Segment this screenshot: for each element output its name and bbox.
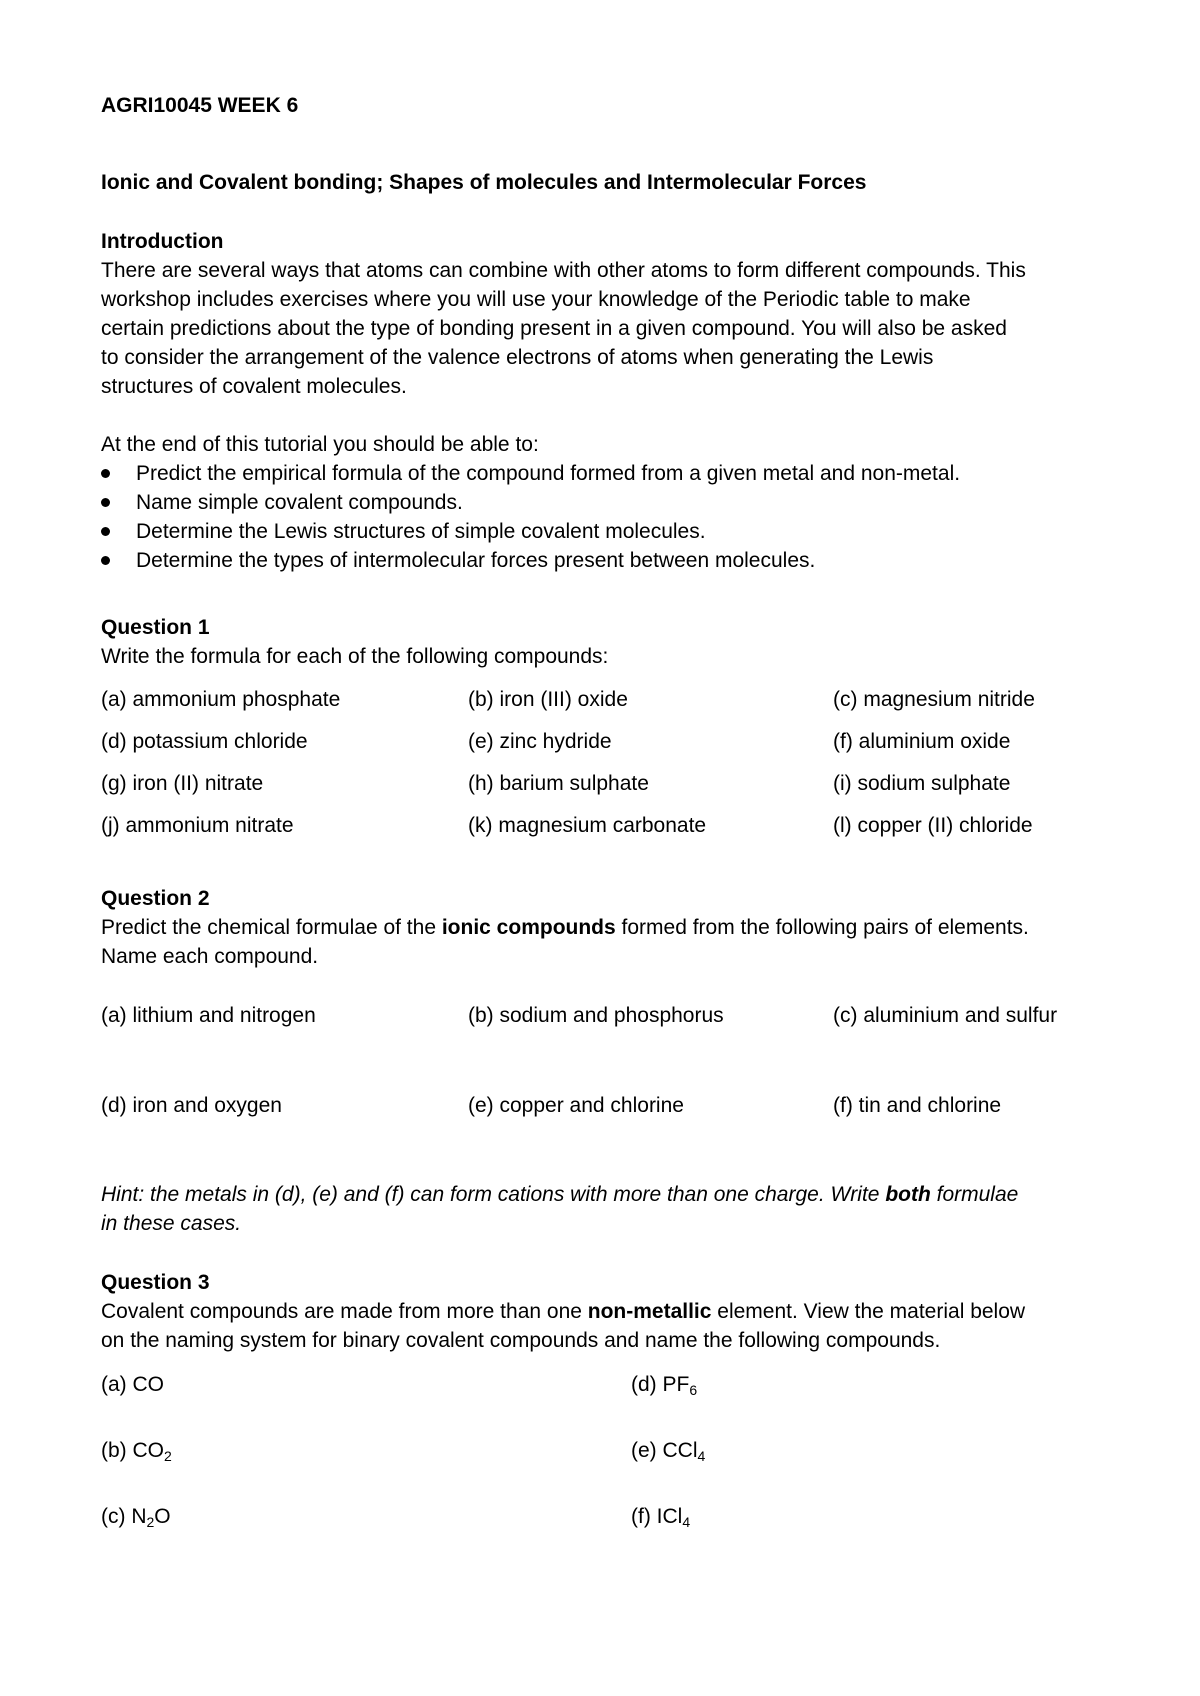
intro-line: structures of covalent molecules. <box>101 375 407 398</box>
introduction-section <box>101 227 1101 575</box>
objective-item: Determine the Lewis structures of simple covalent molecules. <box>101 517 1101 546</box>
question-2-hint-line-2: in these cases. <box>101 1212 242 1235</box>
q1-item: (i) sodium sulphate <box>833 772 1011 795</box>
question-3-prompt: Covalent compounds are made from more than one non-metallic element. View the material below <box>101 1300 1026 1323</box>
question-2-prompt-line-2: Name each compound. <box>101 945 319 968</box>
q2-item: (b) sodium and phosphorus <box>468 1004 724 1027</box>
question-3-row <box>101 1502 1101 1531</box>
question-1-row <box>101 811 1101 840</box>
emphasis-both: both <box>885 1183 931 1206</box>
q1-item: (c) magnesium nitride <box>833 688 1035 711</box>
q1-item: (f) aluminium oxide <box>833 730 1011 753</box>
bullet-icon <box>101 527 110 536</box>
intro-line: There are several ways that atoms can combine with other atoms to form different compounds. This <box>101 259 1026 282</box>
q1-item: (e) zinc hydride <box>468 730 612 753</box>
bullet-icon <box>101 469 110 478</box>
q1-item: (b) iron (III) oxide <box>468 688 628 711</box>
q1-item: (l) copper (II) chloride <box>833 814 1033 837</box>
q3-item-b: (b) $CO_2$ <box>101 1439 172 1464</box>
question-1-heading: Question 1 <box>101 616 210 639</box>
course-heading: AGRI10045 WEEK 6 <box>101 94 299 117</box>
q3-item-e: (e) CCl$_4$ <box>631 1439 706 1464</box>
objectives-list <box>101 459 1101 575</box>
objectives-lead: At the end of this tutorial you should be able to: <box>101 433 539 456</box>
question-1-row <box>101 727 1101 756</box>
intro-heading: Introduction <box>101 230 224 253</box>
question-2-row <box>101 1091 1101 1120</box>
q3-item-a: (a) CO <box>101 1373 164 1396</box>
q1-item: (g) iron (II) nitrate <box>101 772 264 795</box>
q2-item: (f) tin and chlorine <box>833 1094 1002 1117</box>
q2-item: (c) aluminium and sulfur <box>833 1004 1058 1027</box>
question-2-prompt: Predict the chemical formulae of the ionic compounds formed from the following pairs of elements. <box>101 916 1029 939</box>
q1-item: (h) barium sulphate <box>468 772 649 795</box>
q1-item: (j) ammonium nitrate <box>101 814 294 837</box>
objective-item: Predict the empirical formula of the compound formed from a given metal and non-metal. <box>101 459 1101 488</box>
q3-item-c: (c) $N_2O$ <box>101 1505 171 1530</box>
q1-item: (k) magnesium carbonate <box>468 814 707 837</box>
q2-item: (a) lithium and nitrogen <box>101 1004 316 1027</box>
question-2-hint: Hint: the metals in (d), (e) and (f) can form cations with more than one charge. Write both formulae <box>101 1183 1019 1206</box>
question-1-prompt: Write the formula for each of the following compounds: <box>101 645 609 668</box>
objective-item: Determine the types of intermolecular forces present between molecules. <box>101 546 1101 575</box>
question-2-heading: Question 2 <box>101 887 210 910</box>
q2-item: (e) copper and chlorine <box>468 1094 684 1117</box>
question-2-row <box>101 1001 1101 1030</box>
bullet-icon <box>101 498 110 507</box>
emphasis-non-metallic: non-metallic <box>587 1300 712 1323</box>
question-3-row <box>101 1436 1101 1465</box>
q1-item: (d) potassium chloride <box>101 730 308 753</box>
question-3-prompt-line-2: on the naming system for binary covalent compounds and name the following compounds. <box>101 1329 941 1352</box>
q3-item-f: (f) ICl$_4$ <box>631 1505 691 1530</box>
question-3-row <box>101 1370 1101 1399</box>
question-3-heading: Question 3 <box>101 1271 210 1294</box>
intro-line: workshop includes exercises where you will use your knowledge of the Periodic table to make <box>101 288 971 311</box>
intro-line: to consider the arrangement of the valence electrons of atoms when generating the Lewis <box>101 346 934 369</box>
bullet-icon <box>101 556 110 565</box>
topic-heading: Ionic and Covalent bonding; Shapes of molecules and Intermolecular Forces <box>101 171 867 194</box>
intro-line: certain predictions about the type of bonding present in a given compound. You will also be asked <box>101 317 1007 340</box>
objective-item: Name simple covalent compounds. <box>101 488 1101 517</box>
question-1-row <box>101 769 1101 798</box>
emphasis-ionic-compounds: ionic compounds <box>441 916 616 939</box>
q1-item: (a) ammonium phosphate <box>101 688 341 711</box>
question-1-row <box>101 685 1101 714</box>
q2-item: (d) iron and oxygen <box>101 1094 282 1117</box>
q3-item-d: (d) $PF_6$ <box>631 1373 698 1398</box>
